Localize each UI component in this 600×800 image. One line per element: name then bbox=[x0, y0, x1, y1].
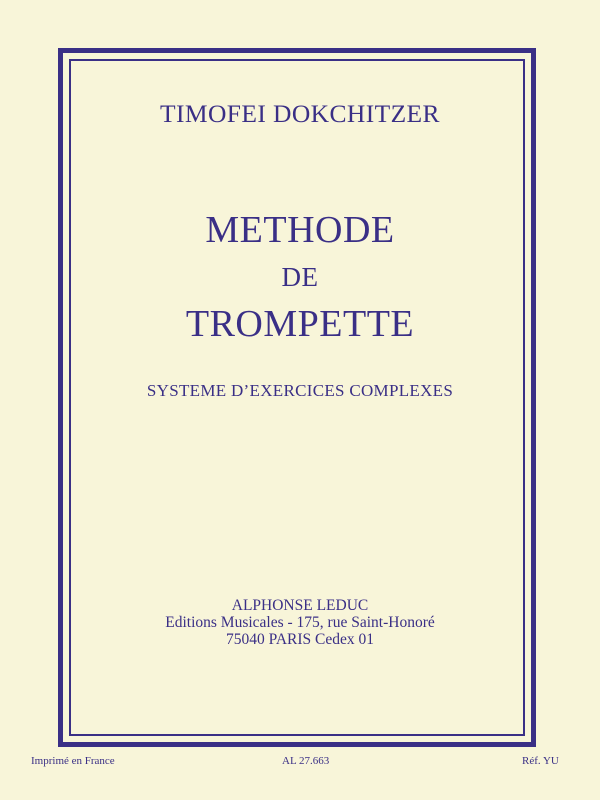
title-line-de: DE bbox=[281, 262, 319, 292]
publisher-address-line-2: 75040 PARIS Cedex 01 bbox=[226, 631, 374, 648]
author-name: TIMOFEI DOKCHITZER bbox=[160, 99, 440, 128]
subtitle: SYSTEME D’EXERCICES COMPLEXES bbox=[146, 381, 454, 400]
title-line-methode: METHODE bbox=[205, 209, 395, 251]
title-line-trompette: TROMPETTE bbox=[185, 303, 415, 345]
footer-reference: Réf. YU bbox=[522, 755, 559, 767]
publisher-address-line-1: Editions Musicales - 175, rue Saint-Honoré bbox=[165, 614, 435, 631]
publisher-name: ALPHONSE LEDUC bbox=[231, 597, 369, 614]
footer-catalog-number: AL 27.663 bbox=[282, 755, 330, 767]
footer-printed-in: Imprimé en France bbox=[31, 755, 115, 767]
